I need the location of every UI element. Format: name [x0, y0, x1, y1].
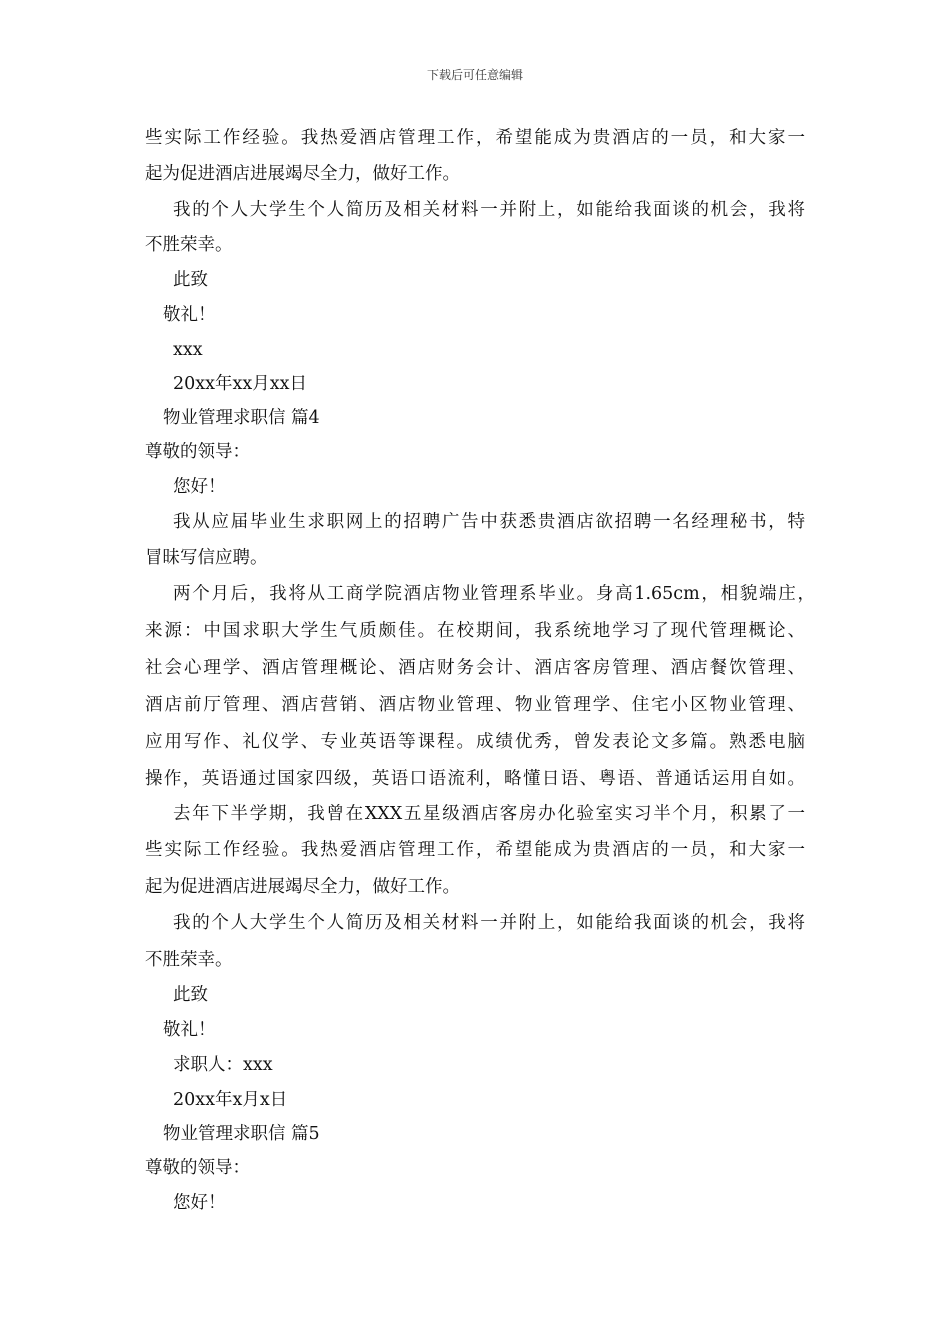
- text-line: 此致: [173, 270, 208, 290]
- header-note: 下载后可任意编辑: [426, 68, 523, 82]
- text-line: 去年下半学期，我曾在XXX五星级酒店客房办化验室实习半个月，积累了一: [173, 804, 805, 824]
- text-line: 冒昧写信应聘。: [145, 548, 268, 568]
- greeting: 您好！: [173, 477, 226, 497]
- text-line: 两个月后，我将从工商学院酒店物业管理系毕业。身高1.65cm，相貌端庄，: [173, 584, 815, 604]
- text-line: 些实际工作经验。我热爱酒店管理工作，希望能成为贵酒店的一员，和大家一: [145, 840, 805, 860]
- text-line: xxx: [173, 340, 203, 360]
- text-line: 敬礼！: [163, 1020, 216, 1040]
- date-line: 20xx年xx月xx日: [173, 374, 307, 394]
- text-line: 起为促进酒店进展竭尽全力，做好工作。: [145, 877, 460, 897]
- text-line: 此致: [173, 985, 208, 1005]
- text-line: 起为促进酒店进展竭尽全力，做好工作。: [145, 164, 460, 184]
- section-title: 物业管理求职信 篇5: [163, 1124, 320, 1144]
- text-line: 操作，英语通过国家四级，英语口语流利，略懂日语、粤语、普通话运用自如。: [145, 769, 805, 789]
- text-line: 社会心理学、酒店管理概论、酒店财务会计、酒店客房管理、酒店餐饮管理、: [145, 658, 805, 678]
- salutation: 尊敬的领导：: [145, 1158, 250, 1178]
- date-line: 20xx年x月x日: [173, 1090, 288, 1110]
- text-line: 来源：中国求职大学生气质颇佳。在校期间，我系统地学习了现代管理概论、: [145, 621, 805, 641]
- greeting: 您好！: [173, 1193, 226, 1213]
- text-line: 些实际工作经验。我热爱酒店管理工作，希望能成为贵酒店的一员，和大家一: [145, 128, 805, 148]
- section-title: 物业管理求职信 篇4: [163, 408, 320, 428]
- text-line: 不胜荣幸。: [145, 235, 233, 255]
- text-line: 敬礼！: [163, 305, 216, 325]
- text-line: 应用写作、礼仪学、专业英语等课程。成绩优秀，曾发表论文多篇。熟悉电脑: [145, 732, 805, 752]
- signature-line: 求职人：xxx: [173, 1055, 273, 1075]
- text-line: 酒店前厅管理、酒店营销、酒店物业管理、物业管理学、住宅小区物业管理、: [145, 695, 805, 715]
- salutation: 尊敬的领导：: [145, 442, 250, 462]
- text-line: 我从应届毕业生求职网上的招聘广告中获悉贵酒店欲招聘一名经理秘书，特: [173, 512, 805, 532]
- text-line: 我的个人大学生个人简历及相关材料一并附上，如能给我面谈的机会，我将: [173, 913, 805, 933]
- text-line: 我的个人大学生个人简历及相关材料一并附上，如能给我面谈的机会，我将: [173, 200, 805, 220]
- text-line: 不胜荣幸。: [145, 950, 233, 970]
